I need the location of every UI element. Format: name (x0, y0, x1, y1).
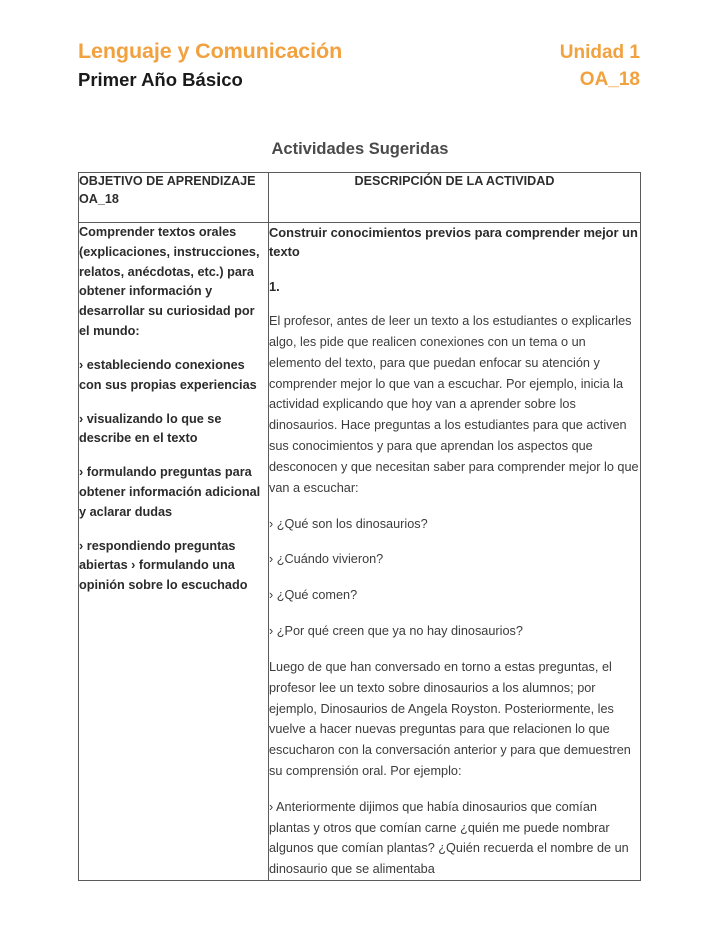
document-header (78, 38, 640, 93)
activity-question-item: › ¿Qué son los dinosaurios? (269, 516, 428, 531)
activity-paragraph: Luego de que han conversado en torno a estas preguntas, el profesor lee un texto sobre dinosaurios a los alumnos; por ejemplo, Dinosaurios de Angela Royston. Posteriormente, les vuelve a hacer nuevas preguntas para que relacionen lo que escucharon con la conversación anterior y para que demuestren su comprensión oral. Por ejemplo: (269, 659, 631, 778)
objective-cell (79, 223, 269, 881)
suggested-activities-table (78, 172, 641, 881)
table-header-row (79, 173, 641, 223)
subject-title: Lenguaje y Comunicación (78, 39, 343, 63)
header-right-group (560, 38, 640, 93)
table-body-row (79, 223, 641, 881)
learning-objective-code: OA_18 (579, 69, 640, 91)
header-left-group (78, 38, 342, 92)
activity-question-item: › ¿Cuándo vivieron? (269, 552, 384, 567)
objective-bullet-item: › visualizando lo que se describe en el texto (79, 411, 222, 446)
objective-statement: Comprender textos orales (explicaciones, instrucciones, relatos, anécdotas, etc.) para obtener información y desarrollar su curiosidad por el mundo: (79, 225, 260, 339)
activity-number: 1. (269, 278, 280, 294)
column-header-objective: OBJETIVO DE APRENDIZAJE OA_18 (79, 174, 256, 206)
unit-label: Unidad 1 (559, 42, 640, 63)
grade-level-title: Primer Año Básico (78, 68, 243, 90)
description-cell (269, 223, 641, 881)
objective-bullet-item: › formulando preguntas para obtener información adicional y aclarar dudas (79, 465, 261, 519)
page-title: Actividades Sugeridas (271, 140, 449, 158)
activity-title: Construir conocimientos previos para comprender mejor un texto (269, 225, 638, 260)
activity-question-item: › ¿Qué comen? (269, 588, 358, 603)
activity-paragraph: El profesor, antes de leer un texto a los estudiantes o explicarles algo, les pide que realicen conexiones con un tema o un elemento del texto, para que puedan enfocar su atención y comprender mejor lo que van a escuchar. Por ejemplo, inicia la actividad explicando que hoy van a aprender sobre los dinosaurios. Hace preguntas a los estudiantes para que activen sus conocimientos y para que aprendan los aspectos que desconocen y que necesitan saber para comprender mejor lo que van a escuchar: (269, 314, 639, 495)
objective-bullet-item: › estableciendo conexiones con sus propias experiencias (79, 357, 257, 392)
activity-question-item: › ¿Por qué creen que ya no hay dinosaurios? (269, 624, 523, 639)
objective-bullet-item: › respondiendo preguntas abiertas › formulando una opinión sobre lo escuchado (79, 538, 248, 593)
activity-paragraph: › Anteriormente dijimos que había dinosaurios que comían plantas y otros que comían carne ¿quién me puede nombrar algunos que comían plantas? ¿Quién recuerda el nombre de un dinosaurio que se alimentaba (269, 799, 629, 877)
table-header-cell-objective (79, 173, 269, 223)
column-header-description: DESCRIPCIÓN DE LA ACTIVIDAD (354, 174, 555, 188)
table-header-cell-description (269, 173, 641, 223)
